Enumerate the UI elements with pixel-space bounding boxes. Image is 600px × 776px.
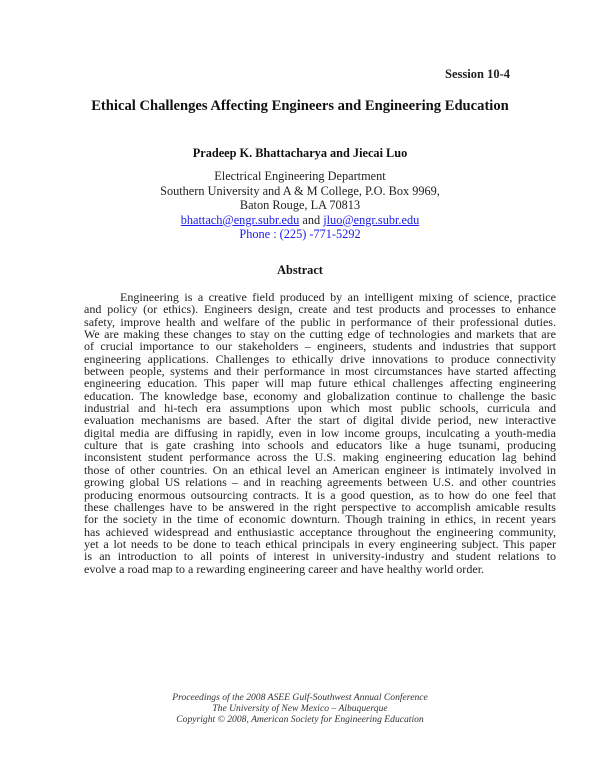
abstract-heading: Abstract [277,263,323,277]
session-label: Session 10-4 [445,67,510,81]
authors: Pradeep K. Bhattacharya and Jiecai Luo [192,146,408,160]
abstract-line: between people, systems and their performance in most circumstances have started affecting [84,364,556,379]
footer-copyright: Copyright © 2008, American Society for Engineering Education [176,714,424,725]
abstract-line: We are making these changes to stay on the cutting edge of technologies and markets that are [84,327,556,342]
institution: Southern University and A & M College, P.O. Box 9969, [160,183,440,198]
abstract-line: digital media are diffusing in rapidly, even in low income groups, inculcating a youth-media [84,425,556,440]
abstract-line: and policy (or ethics). Engineers design, create and test products and processes to enhance [84,302,556,317]
phone: Phone : (225) -771-5292 [239,227,361,241]
department: Electrical Engineering Department [214,169,386,183]
email-link-bhattacharya[interactable]: bhattach@engr.subr.edu [180,212,300,227]
abstract-line: yet a lot needs to be done to teach ethical principals in every engineering subject. This paper [84,536,556,551]
abstract-line: safety, improve health and welfare of the public in performance of their professional duties. [84,314,556,329]
abstract-line: is an introduction to all points of interest in university-industry and student relations to [84,549,556,564]
abstract-line: inconsistent student performance across the U.S. making engineering education lag behind [84,450,556,465]
abstract-line: for the society in the time of economic downturn. Though training in ethics, in recent years [84,512,556,527]
abstract-line: producing enormous outsourcing contracts. It is a good question, as to how do one feel that [84,487,556,502]
abstract-line: of crucial importance to our stakeholders – engineers, students and industries that support [84,339,556,354]
affiliation-block [0,169,600,242]
abstract-body [84,291,556,575]
email-link-luo[interactable]: jluo@engr.subr.edu [323,212,420,227]
page-footer [0,692,600,725]
footer-proceedings: Proceedings of the 2008 ASEE Gulf-Southwest Annual Conference [172,692,428,703]
address: Baton Rouge, LA 70813 [239,198,361,212]
footer-venue: The University of New Mexico – Albuquerque [212,703,388,714]
paper-title: Ethical Challenges Affecting Engineers and Engineering Education [91,98,509,114]
abstract-line: engineering applications. Challenges to ethically drive innovations to produce connectivity [84,351,556,366]
abstract-line: industrial and hi-tech era assumptions upon which most public schools, curricula and [84,401,556,416]
emails [0,213,600,228]
abstract-line: those of other countries. On an ethical level an American engineer is intimately involved in [84,462,556,477]
abstract-line: evolve a road map to a rewarding engineering career and have healthy world order. [84,561,485,576]
email-joiner: and [299,212,324,227]
abstract-line: engineering education. This paper will map future ethical challenges affecting engineering [84,376,556,391]
abstract-line: growing global US relations – and in reaching agreements between U.S. and other countries [84,475,556,490]
abstract-line: has achieved widespread and enthusiastic acceptance throughout the engineering community, [84,524,556,539]
abstract-line: Engineering is a creative field produced by an intelligent mixing of science, practice [120,290,556,304]
abstract-line: education. The knowledge base, economy and globalization continue to challenge the basic [84,388,556,403]
abstract-line: culture that is gate crashing into schools and educators like a huge tsunami, producing [84,438,556,453]
abstract-line: evaluation mechanisms are based. After the start of digital divide period, new interactive [84,413,556,428]
abstract-line: these challenges have to be answered in the right perspective to accomplish amicable results [84,499,556,514]
